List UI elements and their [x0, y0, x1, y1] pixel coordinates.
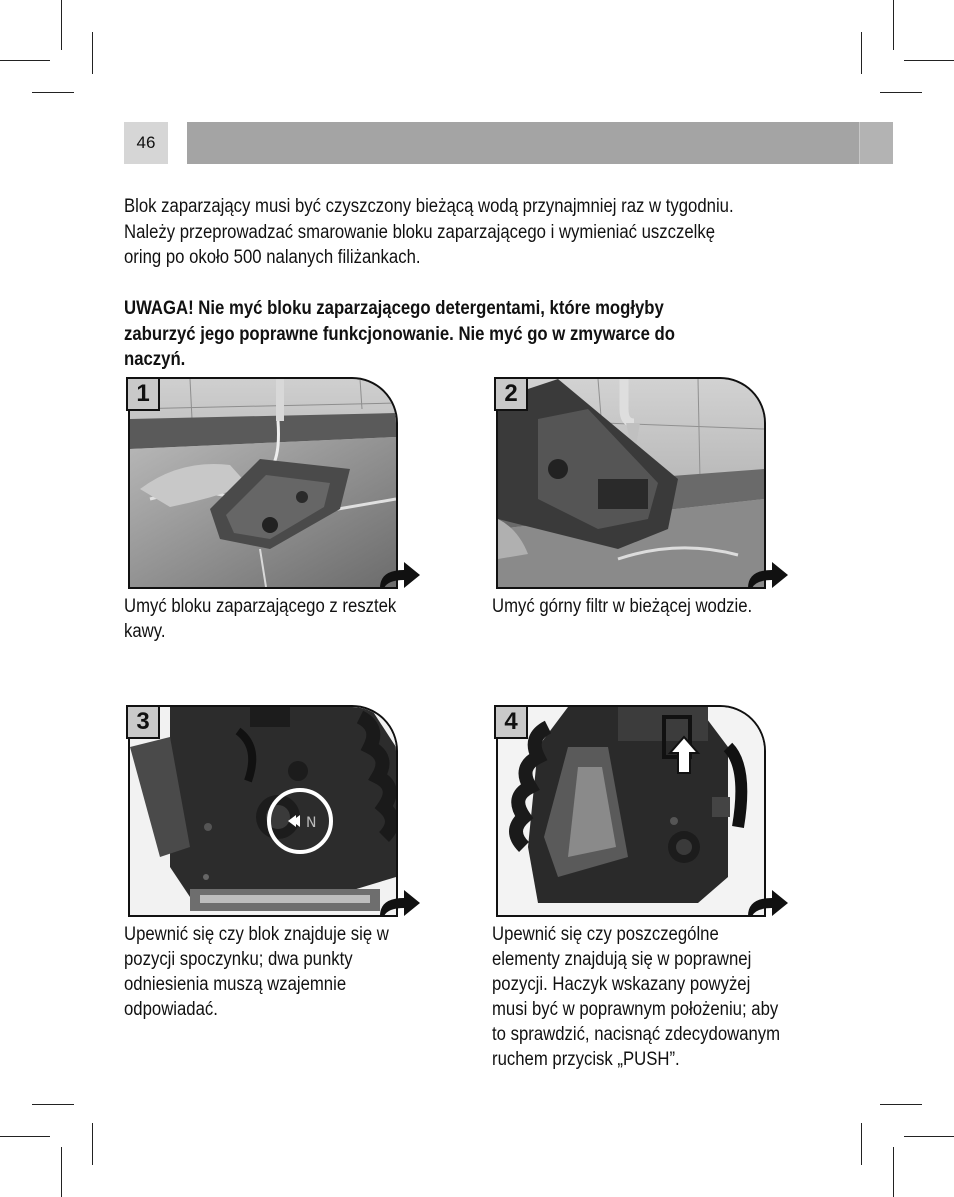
warning-line: UWAGA! Nie myć bloku zaparzającego detergentami, które mogłyby: [124, 298, 664, 319]
crop-mark: [32, 92, 74, 93]
intro-line: Blok zaparzający musi być czyszczony bieżącą wodą przynajmniej raz w tygodniu.: [124, 196, 734, 217]
step-2-number: 2: [494, 377, 528, 411]
intro-line: oring po około 500 nalanych filiżankach.: [124, 247, 421, 268]
step-4-photo: [496, 705, 766, 917]
crop-mark: [904, 1136, 954, 1137]
caption-line: odniesienia muszą wzajemnie: [124, 974, 347, 995]
caption-line: Umyć górny filtr w bieżącej wodzie.: [492, 596, 753, 617]
warning-line: zaburzyć jego poprawne funkcjonowanie. Nie myć go w zmywarce do: [124, 323, 675, 345]
caption-line: odpowiadać.: [124, 999, 218, 1020]
next-step-arrow-icon: [378, 888, 422, 918]
caption-line: kawy.: [124, 621, 166, 642]
intro-line: Należy przeprowadzać smarowanie bloku zaparzającego i wymieniać uszczelkę: [124, 221, 716, 243]
next-step-arrow-icon: [746, 560, 790, 590]
caption-line: ruchem przycisk „PUSH”.: [492, 1049, 680, 1070]
caption-line: Upewnić się czy blok znajduje się w: [124, 924, 389, 945]
page-number: 46: [124, 122, 168, 164]
header-bar-end: [859, 122, 893, 164]
crop-mark: [92, 32, 93, 74]
step-1-number: 1: [126, 377, 160, 411]
caption-line: musi być w poprawnym położeniu; aby: [492, 999, 779, 1020]
step-2-caption: [492, 594, 818, 619]
next-step-arrow-icon: [746, 888, 790, 918]
step-3-number: 3: [126, 705, 160, 739]
crop-mark: [904, 60, 954, 61]
step-3-caption: [124, 922, 450, 1022]
step-1-caption: [124, 594, 450, 644]
step-3-photo: [128, 705, 398, 917]
header-bar: [187, 122, 893, 164]
crop-mark: [880, 1104, 922, 1105]
step-4-number: 4: [494, 705, 528, 739]
crop-mark: [861, 32, 862, 74]
crop-mark: [893, 0, 894, 50]
step-1-photo: [128, 377, 398, 589]
svg-text:N: N: [306, 815, 317, 831]
crop-mark: [0, 60, 50, 61]
caption-line: to sprawdzić, nacisnąć zdecydowanym: [492, 1024, 781, 1045]
crop-mark: [32, 1104, 74, 1105]
crop-mark: [92, 1123, 93, 1165]
caption-line: elementy znajdują się w poprawnej: [492, 949, 752, 970]
warning-paragraph: [124, 296, 832, 373]
caption-line: Upewnić się czy poszczególne: [492, 924, 719, 945]
caption-line: Umyć bloku zaparzającego z resztek: [124, 596, 397, 617]
crop-mark: [893, 1147, 894, 1197]
crop-mark: [861, 1123, 862, 1165]
caption-line: pozycji spoczynku; dwa punkty: [124, 949, 353, 970]
intro-paragraph: [124, 194, 832, 271]
step-4-caption: [492, 922, 818, 1072]
step-2-photo: [496, 377, 766, 589]
warning-line: naczyń.: [124, 349, 186, 370]
caption-line: pozycji. Haczyk wskazany powyżej: [492, 974, 751, 995]
crop-mark: [880, 92, 922, 93]
crop-mark: [61, 0, 62, 50]
crop-mark: [0, 1136, 50, 1137]
next-step-arrow-icon: [378, 560, 422, 590]
crop-mark: [61, 1147, 62, 1197]
